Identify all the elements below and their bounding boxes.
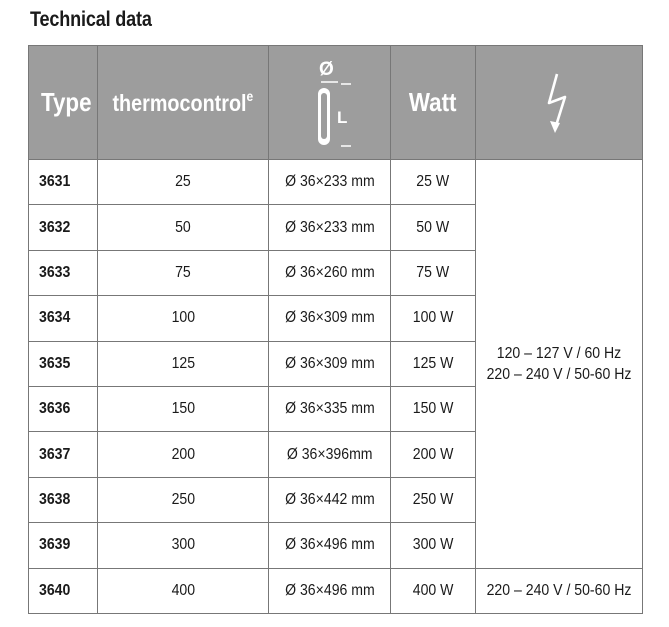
cell-size: Ø 36×260 mm	[269, 250, 391, 295]
cell-thermocontrol: 125	[98, 341, 269, 386]
cell-voltage-group-2	[476, 568, 643, 613]
cell-thermocontrol: 100	[98, 296, 269, 341]
cell-type: 3637	[29, 432, 98, 477]
technical-data-table	[28, 45, 643, 614]
cell-type: 3636	[29, 386, 98, 431]
cell-thermocontrol: 75	[98, 250, 269, 295]
voltage-line: 120 – 127 V / 60 Hz	[496, 344, 622, 362]
cell-size: Ø 36×309 mm	[269, 296, 391, 341]
cell-type: 3632	[29, 205, 98, 250]
cell-size: Ø 36×496 mm	[269, 523, 391, 568]
column-header-watt: Watt	[391, 46, 476, 160]
cell-watt: 50 W	[391, 205, 476, 250]
column-header-voltage	[476, 46, 643, 160]
lightning-bolt-icon	[545, 71, 573, 135]
cell-size: Ø 36×335 mm	[269, 386, 391, 431]
column-header-type: Type	[29, 46, 98, 160]
cell-size: Ø 36×442 mm	[269, 477, 391, 522]
cell-thermocontrol: 400	[98, 568, 269, 613]
table-row	[29, 568, 643, 613]
cell-thermocontrol: 25	[98, 160, 269, 205]
voltage-line: 220 – 240 V / 50-60 Hz	[486, 365, 632, 383]
diameter-symbol: Ø	[318, 59, 334, 80]
column-header-thermocontrol: thermocontrol$^e$	[98, 46, 269, 160]
cell-size: Ø 36×396mm	[269, 432, 391, 477]
cell-watt: 125 W	[391, 341, 476, 386]
length-symbol: L	[336, 108, 347, 127]
voltage-line: 220 – 240 V / 50-60 Hz	[486, 582, 632, 600]
column-header-size	[269, 46, 391, 160]
cell-thermocontrol: 50	[98, 205, 269, 250]
cell-type: 3638	[29, 477, 98, 522]
cell-watt: 25 W	[391, 160, 476, 205]
cell-type: 3631	[29, 160, 98, 205]
cell-watt: 150 W	[391, 386, 476, 431]
cell-thermocontrol: 300	[98, 523, 269, 568]
cell-watt: 100 W	[391, 296, 476, 341]
cell-size: Ø 36×233 mm	[269, 205, 391, 250]
cell-watt: 250 W	[391, 477, 476, 522]
cell-thermocontrol: 150	[98, 386, 269, 431]
cell-size: Ø 36×496 mm	[269, 568, 391, 613]
heater-tube-icon	[305, 55, 355, 150]
cell-watt: 200 W	[391, 432, 476, 477]
cell-voltage-group-1	[476, 160, 643, 569]
thermocontrol-superscript: e	[246, 88, 254, 104]
cell-thermocontrol: 250	[98, 477, 269, 522]
cell-watt: 300 W	[391, 523, 476, 568]
cell-watt: 75 W	[391, 250, 476, 295]
cell-size: Ø 36×233 mm	[269, 160, 391, 205]
cell-type: 3639	[29, 523, 98, 568]
cell-watt: 400 W	[391, 568, 476, 613]
table-row	[29, 160, 643, 205]
cell-type: 3635	[29, 341, 98, 386]
table-header-row	[29, 46, 643, 160]
cell-thermocontrol: 200	[98, 432, 269, 477]
cell-type: 3640	[29, 568, 98, 613]
page-title: Technical data	[30, 8, 152, 31]
cell-type: 3633	[29, 250, 98, 295]
cell-type: 3634	[29, 296, 98, 341]
cell-size: Ø 36×309 mm	[269, 341, 391, 386]
